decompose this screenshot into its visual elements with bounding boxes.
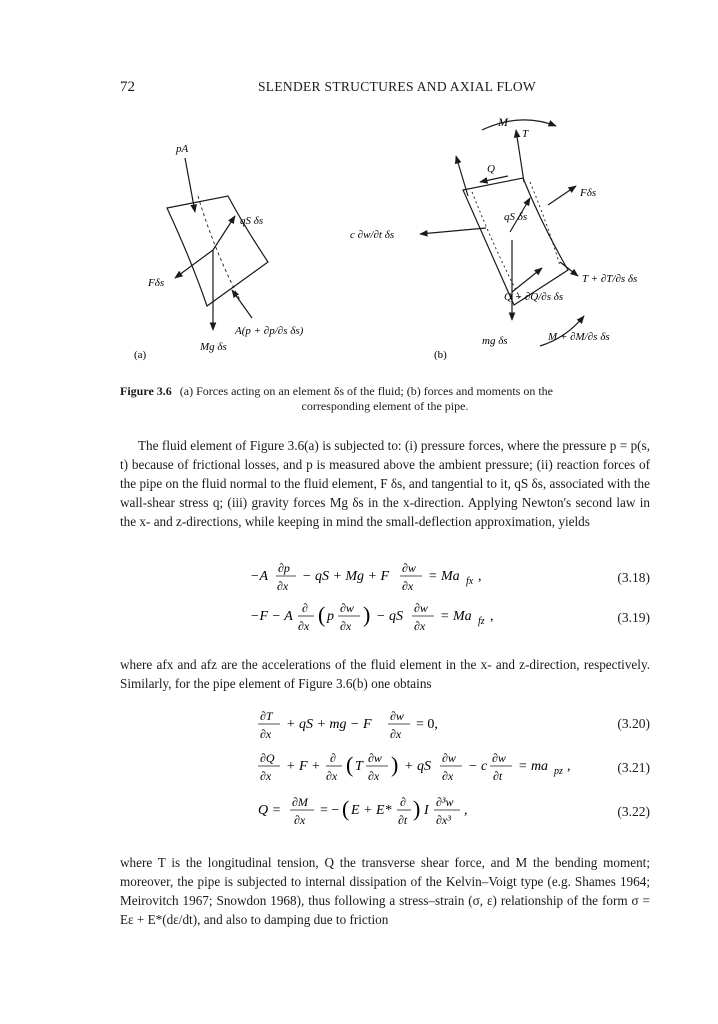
caption-label: Figure 3.6	[120, 384, 172, 398]
svg-text:∂M: ∂M	[292, 795, 308, 809]
svg-text:,: ,	[464, 803, 468, 818]
equation-3-20	[258, 700, 578, 748]
svg-text:(: (	[342, 796, 350, 821]
f-arrow-b	[548, 186, 576, 205]
label-fds-b: Fδs	[580, 187, 597, 199]
page-number: 72	[120, 79, 135, 95]
element-centreline	[198, 196, 240, 300]
equation-number-3-19: (3.19)	[617, 610, 650, 625]
svg-text:+ F +: + F +	[286, 759, 321, 774]
pipe-wall-hatch-right	[530, 182, 560, 266]
pipe-wall-hatch-left	[472, 192, 520, 298]
svg-text:∂x: ∂x	[414, 619, 426, 633]
svg-text:− qS + Mg + F: − qS + Mg + F	[302, 569, 390, 584]
svg-text:I: I	[424, 803, 429, 818]
label-damping: c ∂w/∂t δs	[350, 229, 395, 241]
label-moment-top: M	[498, 115, 508, 129]
equation-number-3-20: (3.20)	[617, 716, 650, 731]
fluid-element-outline	[167, 196, 268, 306]
q-arrow-bottom	[512, 268, 542, 292]
svg-text:− qS: − qS	[376, 609, 403, 624]
svg-text:∂p: ∂p	[278, 561, 290, 575]
svg-text:∂x: ∂x	[260, 727, 272, 741]
svg-text:p: p	[327, 609, 334, 624]
svg-text:∂: ∂	[302, 601, 308, 615]
svg-text:−A: −A	[250, 569, 268, 584]
svg-text:∂x: ∂x	[402, 579, 414, 593]
svg-text:∂Q: ∂Q	[260, 751, 275, 765]
svg-text:= Ma: = Ma	[428, 569, 460, 584]
svg-text:∂³w: ∂³w	[436, 795, 454, 809]
paragraph-3	[120, 853, 650, 929]
pipe-element-outer	[463, 178, 568, 305]
svg-text:,: ,	[478, 569, 482, 584]
svg-text:E + E*: E + E*	[351, 803, 392, 818]
moment-arrow-top	[482, 120, 556, 130]
svg-text:fx: fx	[466, 576, 474, 587]
svg-text:∂x: ∂x	[340, 619, 352, 633]
equation-3-19	[250, 588, 550, 648]
svg-text:∂w: ∂w	[402, 561, 416, 575]
label-qsds-b: qS δs	[504, 211, 528, 223]
equation-number-3-21: (3.21)	[617, 760, 650, 775]
svg-text:∂x³: ∂x³	[436, 813, 451, 827]
panel-b-diagram	[420, 120, 584, 346]
svg-text:): )	[391, 752, 399, 777]
f-arrow-a	[175, 250, 213, 278]
svg-text:= 0,: = 0,	[416, 717, 438, 732]
svg-text:∂x: ∂x	[442, 769, 454, 783]
svg-text:∂w: ∂w	[390, 709, 404, 723]
svg-text:): )	[413, 796, 421, 821]
svg-text:= −: = −	[320, 803, 340, 818]
svg-text:∂: ∂	[330, 751, 336, 765]
svg-text:−F − A: −F − A	[250, 609, 293, 624]
q-arrow-top	[480, 176, 508, 182]
label-fds-a: Fδs	[148, 277, 165, 289]
paragraph-2-text: where afx and afz are the accelerations of the fluid element in the x- and z-direction, respectively. Similarly, for the pipe element of Figure 3.6(b) one obtains	[120, 657, 650, 691]
svg-text:∂w: ∂w	[414, 601, 428, 615]
svg-text:∂w: ∂w	[340, 601, 354, 615]
panel-b-label: (b)	[434, 349, 447, 361]
label-q-top: Q	[487, 163, 495, 175]
label-mgds-a: Mg δs	[200, 341, 227, 353]
svg-text:): )	[363, 602, 371, 627]
label-moment-plus: M + ∂M/∂s δs	[548, 331, 610, 343]
caption-line-1: (a) Forces acting on an element δs of the fluid; (b) forces and moments on the	[179, 384, 553, 398]
svg-text:∂x: ∂x	[326, 769, 338, 783]
svg-text:∂x: ∂x	[368, 769, 380, 783]
svg-text:fz: fz	[478, 616, 485, 627]
svg-text:∂: ∂	[400, 795, 406, 809]
figure-caption	[120, 384, 650, 414]
svg-text:,: ,	[490, 609, 494, 624]
svg-text:+ qS + mg − F: + qS + mg − F	[286, 717, 372, 732]
equation-number-3-18: (3.18)	[617, 570, 650, 585]
label-tension-plus: T + ∂T/∂s δs	[582, 273, 638, 285]
svg-text:∂t: ∂t	[493, 769, 503, 783]
svg-text:∂w: ∂w	[368, 751, 382, 765]
svg-text:pz: pz	[554, 766, 563, 777]
svg-text:− c: − c	[468, 759, 488, 774]
svg-text:,: ,	[567, 759, 571, 774]
svg-text:= ma: = ma	[518, 759, 549, 774]
svg-text:+ qS: + qS	[404, 759, 431, 774]
svg-text:∂x: ∂x	[260, 769, 272, 783]
svg-text:∂w: ∂w	[492, 751, 506, 765]
equation-3-22	[258, 784, 578, 838]
damping-arrow	[420, 228, 486, 234]
svg-text:T: T	[355, 759, 363, 774]
label-pressure-bottom: A(p + ∂p/∂s δs)	[235, 325, 304, 337]
svg-text:∂x: ∂x	[298, 619, 310, 633]
figure-3-6	[0, 0, 718, 380]
label-pa: pA	[176, 143, 189, 155]
running-title: SLENDER STRUCTURES AND AXIAL FLOW	[258, 79, 536, 94]
svg-text:∂x: ∂x	[390, 727, 402, 741]
equation-number-3-22: (3.22)	[617, 804, 650, 819]
label-qsds-a: qS δs	[240, 215, 264, 227]
svg-text:Q =: Q =	[258, 803, 282, 818]
pressure-arrow-bottom	[232, 290, 252, 318]
paragraph-1-text: The fluid element of Figure 3.6(a) is subjected to: (i) pressure forces, where the pressure p = p(s, t) because of frictional losses, and p is measured above the ambient pressure; (ii) reaction forces of the pipe on the fluid normal to the fluid element, F δs, and tangential to it, qS δs, associated with the wall-shear stress q; (iii) gravity forces Mg δs in the x-direction. Applying Newton's second law in the x- and z-directions, while keeping in mind the small-deflection approximation, yields	[120, 438, 650, 529]
svg-text:= Ma: = Ma	[440, 609, 472, 624]
paragraph-2	[120, 655, 650, 693]
label-tension-top: T	[522, 128, 529, 140]
svg-text:∂x: ∂x	[294, 813, 306, 827]
panel-a-label: (a)	[134, 349, 147, 361]
svg-text:(: (	[346, 752, 354, 777]
qs-arrow-a	[213, 216, 235, 250]
svg-text:∂T: ∂T	[260, 709, 273, 723]
paragraph-3-text: where T is the longitudinal tension, Q the transverse shear force, and M the bending moment; moreover, the pipe is subjected to internal dissipation of the Kelvin–Voigt type (e.g. Shames 1964; Meirovitch 1967; Snowdon 1968), thus following a stress–strain (σ, ε) relationship of the form σ = Eε + E*(dε/dt), and also to damping due to friction	[120, 855, 650, 927]
caption-line-2: corresponding element of the pipe.	[301, 399, 469, 413]
svg-text:∂w: ∂w	[442, 751, 456, 765]
label-mgds-b: mg δs	[482, 335, 508, 347]
svg-text:∂x: ∂x	[277, 579, 289, 593]
svg-text:∂t: ∂t	[398, 813, 408, 827]
shear-arrow-up	[456, 156, 468, 196]
label-q-plus: Q + ∂Q/∂s δs	[504, 291, 564, 303]
panel-a-diagram	[167, 158, 268, 330]
svg-text:(: (	[318, 602, 326, 627]
paragraph-1	[120, 436, 650, 531]
